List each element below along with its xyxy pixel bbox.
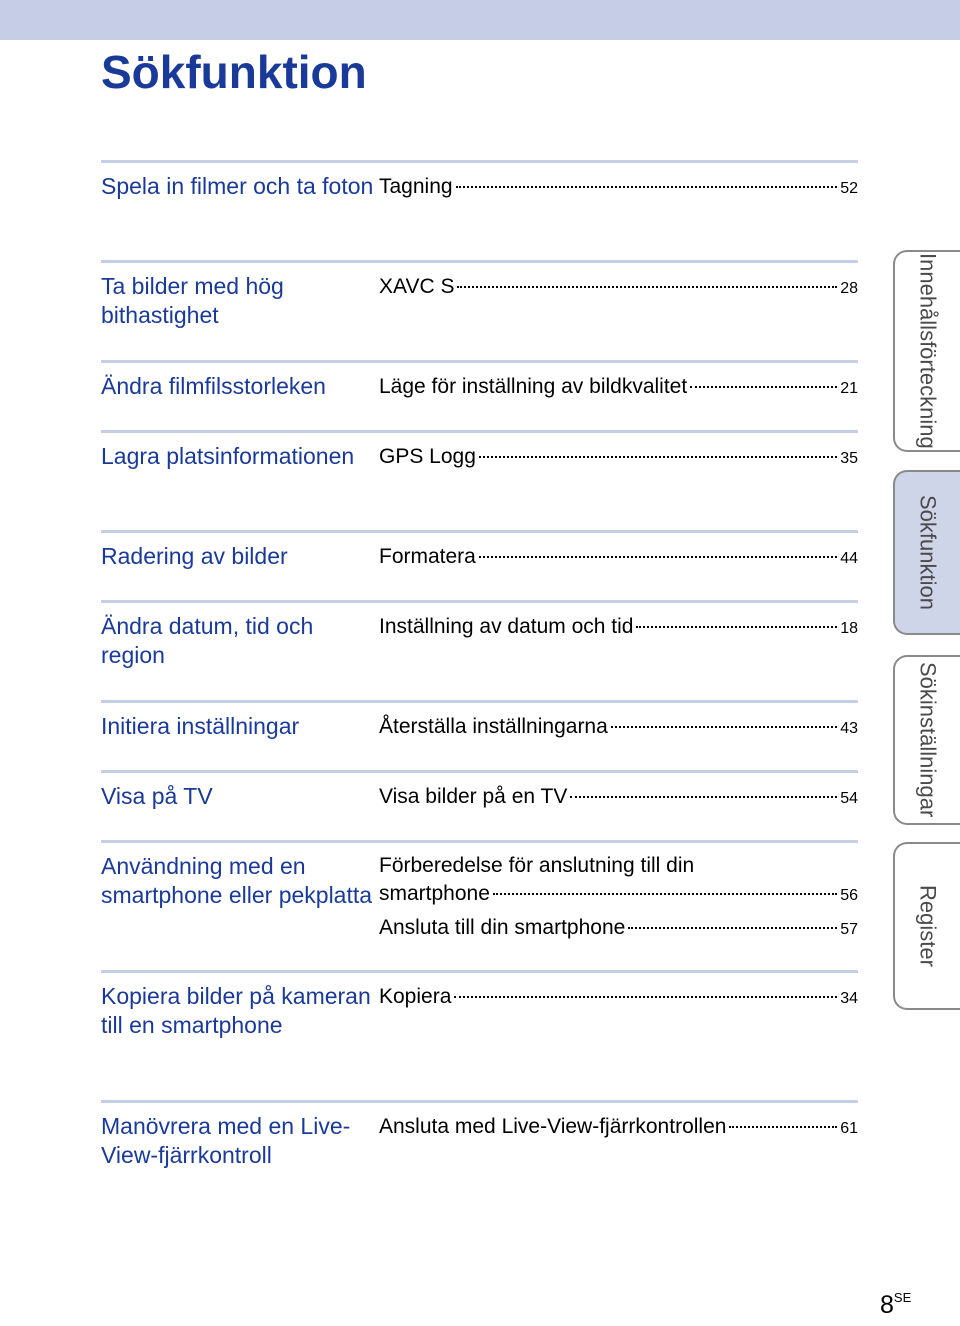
page-reference: 44 [840,550,858,567]
topic-label: Ta bilder med hög bithastighet [101,273,284,328]
dot-leader [611,726,837,728]
dot-leader [636,626,837,628]
entry-label: Inställning av datum och tid [379,615,634,638]
entry-link[interactable] [379,913,858,944]
dot-leader [479,556,837,558]
page-reference: 21 [840,380,858,397]
entry-label: smartphone [379,882,490,905]
table-row [101,530,858,600]
entry-label-line1: Förberedelse för anslutning till din [379,854,695,877]
tab-search-function-label: Sökfunktion [915,495,941,610]
entry-label: Visa bilder på en TV [379,785,568,808]
tab-index-label: Register [915,885,941,967]
table-row [101,430,858,530]
tab-contents[interactable] [893,250,960,452]
dot-leader [690,386,837,388]
entry-label: XAVC S [379,275,455,298]
entry-label: Ansluta med Live-View-fjärrkontrollen [379,1115,727,1138]
entry-link[interactable] [379,442,858,473]
entry-link[interactable] [379,712,858,743]
page-number [880,1290,911,1320]
page-reference: 34 [840,990,858,1007]
tab-search-function[interactable] [893,470,960,635]
dot-leader [493,893,837,895]
top-color-band [0,0,960,40]
page-reference: 57 [840,921,858,938]
topic-label: Lagra platsinformationen [101,443,355,469]
entry-label: Ansluta till din smartphone [379,916,626,939]
topic-label: Initiera inställningar [101,713,300,739]
search-table [101,160,858,1200]
entry-link[interactable] [379,782,858,813]
topic-label: Manövrera med en Live-View-fjärrkontroll [101,1113,351,1168]
page-reference: 56 [840,887,858,904]
table-row [101,360,858,430]
entry-label: Tagning [379,175,453,198]
table-row [101,700,858,770]
entry-link[interactable] [379,372,858,403]
entry-link[interactable] [379,542,858,573]
tab-index[interactable] [893,842,960,1010]
table-row [101,260,858,360]
page-reference: 61 [840,1120,858,1137]
dot-leader [479,456,837,458]
table-row [101,160,858,260]
entry-label: Återställa inställningarna [379,715,608,738]
table-row [101,970,858,1100]
table-row [101,1100,858,1200]
tab-contents-label: Innehållsförteckning [915,253,941,449]
tab-search-settings-label: Sökinställningar [915,662,941,818]
dot-leader [454,996,837,998]
topic-label: Kopiera bilder på kameran till en smartphone [101,983,371,1038]
entry-label: GPS Logg [379,445,476,468]
page-reference: 52 [840,180,858,197]
table-row [101,770,858,840]
topic-label: Spela in filmer och ta foton [101,173,374,199]
entry-link[interactable] [379,982,858,1013]
table-row [101,600,858,700]
dot-leader [457,286,837,288]
topic-label: Visa på TV [101,783,213,809]
topic-label: Användning med en smartphone eller pekplatta [101,853,373,908]
page-title: Sökfunktion [101,46,367,98]
dot-leader [628,927,837,929]
entry-label: Läge för inställning av bildkvalitet [379,375,688,398]
entry-link[interactable] [379,1112,858,1143]
dot-leader [570,796,837,798]
entry-link[interactable] [379,852,858,910]
dot-leader [729,1126,837,1128]
entry-label: Formatera [379,545,476,568]
table-row [101,840,858,970]
page-reference: 35 [840,450,858,467]
entry-link[interactable] [379,172,858,203]
topic-label: Ändra datum, tid och region [101,613,314,668]
page-number-value: 8 [880,1291,894,1319]
entry-label: Kopiera [379,985,452,1008]
entry-link[interactable] [379,272,858,303]
tab-search-settings[interactable] [893,655,960,825]
page-reference: 18 [840,620,858,637]
page-reference: 28 [840,280,858,297]
topic-label: Ändra filmfilsstorleken [101,373,326,399]
dot-leader [456,186,838,188]
entry-link[interactable] [379,612,858,643]
topic-label: Radering av bilder [101,543,288,569]
page-reference: 54 [840,790,858,807]
page-reference: 43 [840,720,858,737]
page-number-suffix: SE [893,1290,912,1305]
